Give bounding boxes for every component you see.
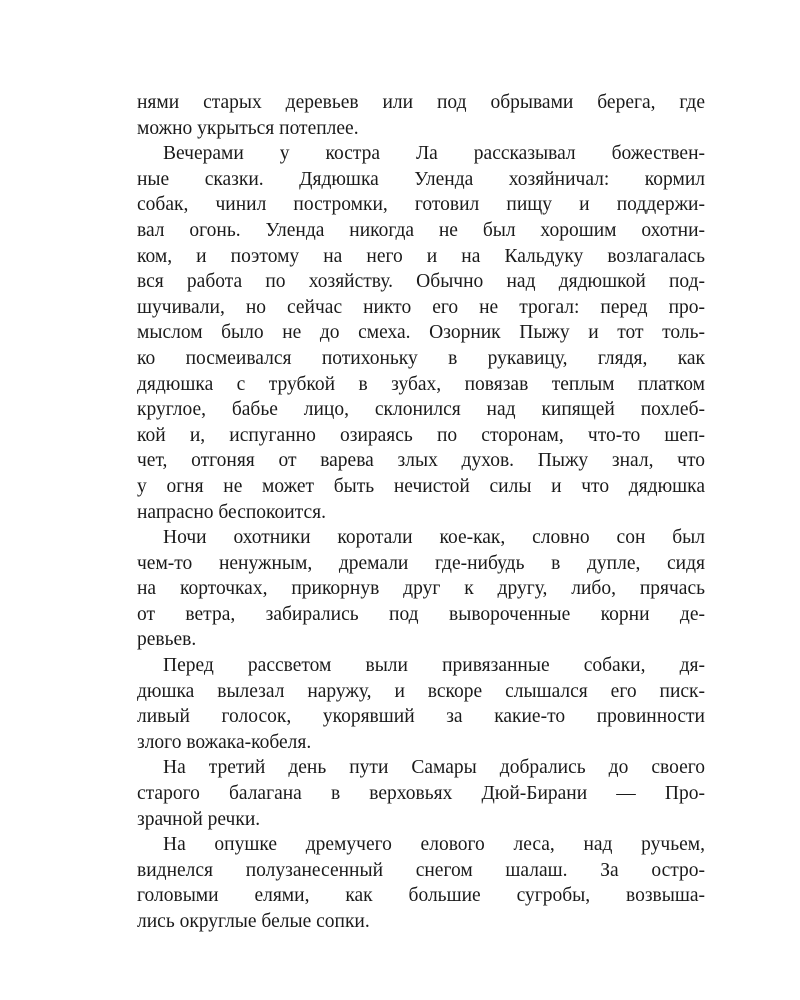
text-line: вал огонь. Уленда никогда не был хорошим охотни-: [137, 219, 705, 241]
text-line: от ветра, забирались под вывороченные корни де-: [137, 603, 705, 625]
text-line: старого балагана в верховьях Дюй-Бирани — Про-: [137, 783, 705, 805]
paragraph-2: [137, 141, 705, 525]
text-line: у огня не может быть нечистой силы и что дядюшка: [137, 475, 705, 497]
text-line: на корточках, прикорнув друг к другу, либо, прячась: [137, 578, 705, 600]
text-line: лись округлые белые сопки.: [137, 911, 370, 932]
text-line: Ночи охотники коротали кое-как, словно сон был: [163, 527, 705, 549]
text-line: ко посмеивался потихоньку в рукавицу, глядя, как: [137, 347, 705, 369]
text-line: собак, чинил постромки, готовил пищу и поддержи-: [137, 194, 705, 216]
text-line: нями старых деревьев или под обрывами берега, где: [137, 92, 705, 113]
text-line: Перед рассветом выли привязанные собаки, дя-: [163, 655, 705, 677]
text-line: Вечерами у костра Ла рассказывал божествен-: [163, 143, 705, 165]
text-line: ливый голосок, укорявший за какие-то провинности: [137, 706, 705, 728]
paragraph-3: [137, 525, 705, 653]
text-line: ревьев.: [137, 629, 197, 651]
paragraph-6: [137, 832, 705, 934]
text-line: чем-то ненужным, дремали где-нибудь в дупле, сидя: [137, 552, 705, 574]
text-line: ные сказки. Дядюшка Уленда хозяйничал: кормил: [137, 168, 705, 190]
text-line: На третий день пути Самары добрались до своего: [163, 757, 705, 779]
page-text: [137, 90, 705, 935]
text-line: дюшка вылезал наружу, и вскоре слышался его писк-: [137, 680, 705, 702]
text-line: На опушке дремучего елового леса, над ручьем,: [163, 834, 705, 856]
text-line: зрачной речки.: [137, 808, 261, 830]
text-line: круглое, бабье лицо, склонился над кипящей похлеб-: [137, 399, 705, 421]
paragraph-4: [137, 653, 705, 755]
text-line: головыми елями, как большие сугробы, возвыша-: [137, 885, 705, 907]
text-line: ком, и поэтому на него и на Кальдуку возлагалась: [137, 245, 705, 267]
text-line: можно укрыться потеплее.: [137, 117, 359, 139]
paragraph-5: [137, 755, 705, 832]
text-line: виднелся полузанесенный снегом шалаш. За остро-: [137, 859, 705, 881]
text-line: вся работа по хозяйству. Обычно над дядюшкой под-: [137, 271, 705, 293]
text-line: злого вожака-кобеля.: [137, 731, 312, 753]
paragraph-1: [137, 90, 705, 141]
text-line: чет, отгоняя от варева злых духов. Пыжу знал, что: [137, 450, 705, 472]
text-line: кой и, испуганно озираясь по сторонам, что-то шеп-: [137, 424, 705, 446]
text-line: напрасно беспокоится.: [137, 501, 326, 523]
text-line: дядюшка с трубкой в зубах, повязав теплым платком: [137, 373, 705, 395]
text-line: шучивали, но сейчас никто его не трогал: перед про-: [137, 296, 705, 318]
text-line: мыслом было не до смеха. Озорник Пыжу и тот толь-: [137, 322, 705, 344]
